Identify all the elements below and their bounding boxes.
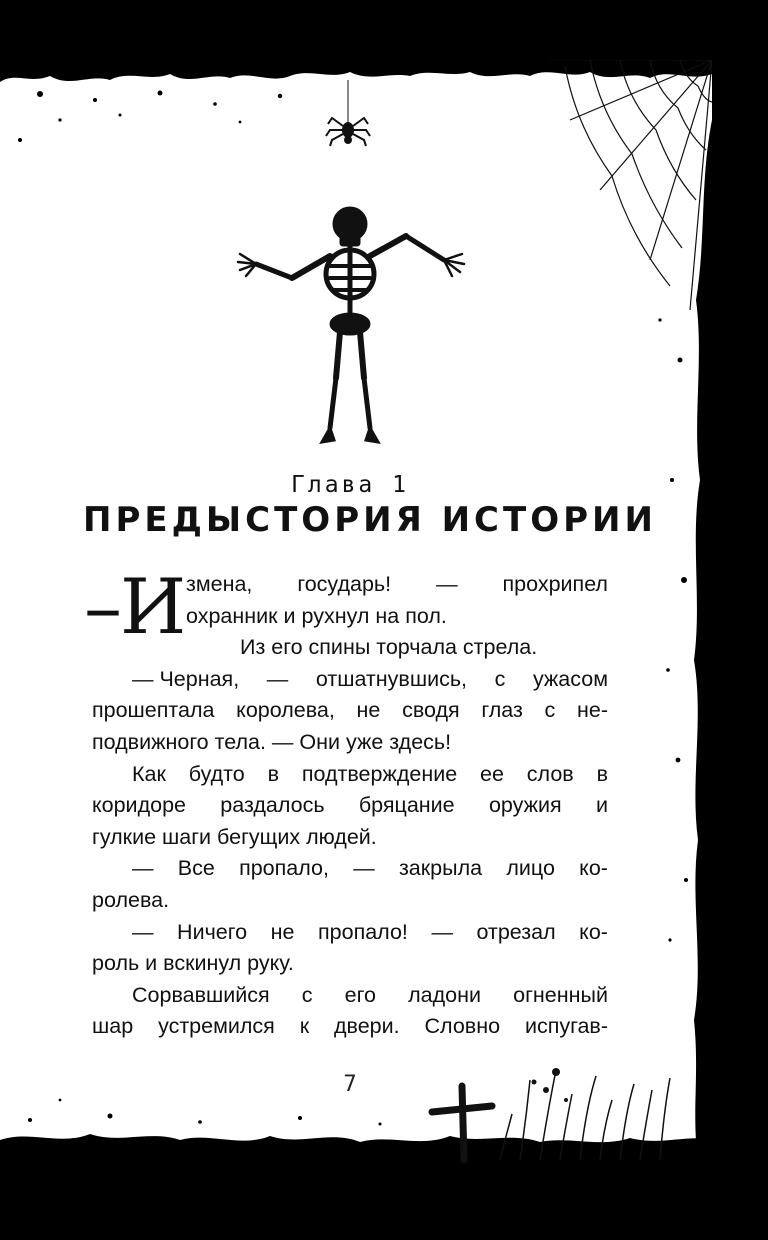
text-line [132, 762, 608, 787]
text-word: пропало! [318, 919, 408, 944]
text-word: государь! [297, 572, 392, 596]
text-word: коридоре [92, 793, 186, 818]
text-line [240, 635, 600, 660]
text-word: подтверждение [301, 761, 458, 786]
text-word: не [356, 698, 381, 723]
text-word: прошептала [92, 698, 215, 723]
text-word: слов [526, 761, 574, 786]
text-line [132, 920, 608, 945]
text-word: сводя [402, 698, 460, 723]
text-line [92, 730, 608, 755]
text-word: прохрипел [502, 572, 608, 596]
text-word: ролева. [92, 888, 170, 912]
text-word: Сорвавшийся [132, 982, 270, 1007]
text-word: ладони [408, 982, 481, 1007]
text-line [132, 856, 608, 881]
text-word: Из его спины торчала стрела. [240, 635, 538, 660]
text-word: гулкие шаги бегущих людей. [92, 824, 377, 849]
text-word: охранник и рухнул на пол. [186, 603, 447, 628]
text-word: отшатнувшись, [315, 666, 467, 691]
text-line [92, 698, 608, 723]
text-line [132, 667, 608, 692]
text-line [92, 1014, 608, 1039]
text-word: подвижного тела. — Они уже здесь! [92, 730, 452, 754]
text-word: Ничего [177, 919, 248, 944]
text-word: не- [576, 698, 608, 723]
page-number: 7 [343, 1072, 357, 1097]
text-word: — [431, 919, 453, 944]
text-word: Все [177, 856, 215, 881]
text-word: ужасом [532, 666, 608, 691]
text-word: пропало, [239, 856, 329, 881]
text-word: — [353, 856, 375, 881]
text-word: не [270, 919, 295, 944]
text-word: — [266, 666, 289, 691]
book-page [0, 60, 712, 1172]
text-word: отрезал [476, 919, 556, 944]
text-word: в [596, 761, 608, 786]
text-word: бряцание [358, 793, 455, 818]
text-line [92, 888, 608, 913]
text-word: — [132, 856, 154, 881]
text-word: змена, [186, 572, 253, 596]
text-word: устремился [158, 1014, 275, 1039]
text-word: будто [188, 761, 245, 786]
text-line [92, 951, 608, 976]
text-word: с [494, 666, 506, 691]
text-word: — [132, 919, 154, 944]
text-word: двери. [334, 1014, 400, 1039]
chapter-label: Глава 1 [291, 472, 409, 498]
text-line [132, 983, 608, 1008]
text-word: и [595, 793, 608, 818]
text-line [186, 572, 608, 597]
text-word: раздалось [220, 793, 325, 818]
text-word: ко- [579, 856, 608, 881]
chapter-title: ПРЕДЫСТОРИЯ ИСТОРИИ [83, 500, 657, 540]
text-line [92, 793, 608, 818]
text-word: в [267, 761, 279, 786]
text-word: огненный [513, 982, 608, 1007]
text-word: испугав- [524, 1014, 608, 1039]
text-word: его [344, 982, 376, 1007]
text-word: — Черная, [132, 666, 240, 691]
text-word: лицо [506, 856, 555, 881]
text-word: Как [132, 761, 166, 786]
text-word: шар [92, 1014, 134, 1039]
drop-cap: –И [84, 562, 185, 651]
text-word: с [301, 982, 313, 1007]
text-word: с [544, 698, 556, 723]
text-word: к [299, 1014, 310, 1039]
text-word: — [436, 572, 458, 596]
text-line [186, 604, 458, 629]
text-word: Словно [424, 1014, 501, 1039]
text-word: ее [480, 761, 504, 786]
text-word: ко- [579, 919, 608, 944]
text-word: оружия [488, 793, 562, 818]
text-word: глаз [481, 698, 523, 723]
text-word: королева, [236, 698, 335, 723]
text-word: роль и вскинул руку. [92, 951, 294, 976]
text-word: закрыла [398, 856, 483, 881]
text-line [92, 825, 608, 850]
